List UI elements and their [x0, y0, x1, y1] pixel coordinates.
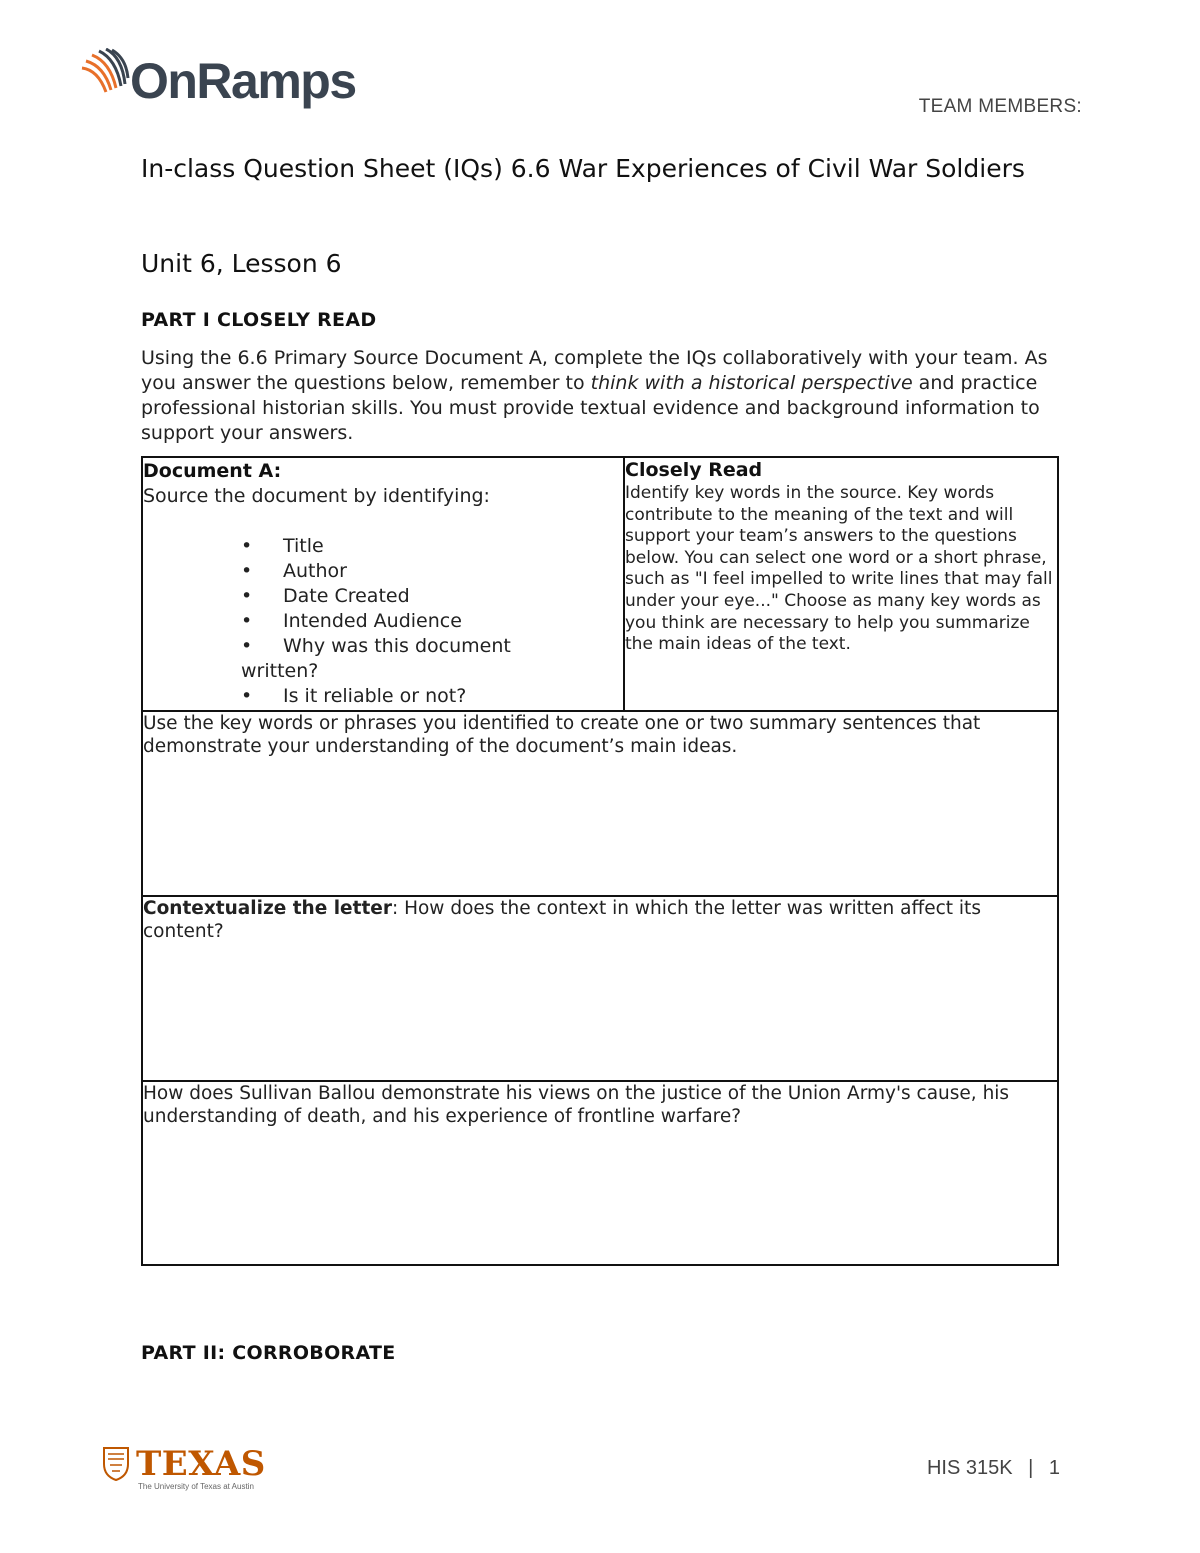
course-code: HIS 315K	[926, 1457, 1013, 1479]
table-row-ballou[interactable]	[143, 1080, 1057, 1264]
table-row-sourcing	[143, 458, 1057, 712]
list-item-continued: written?	[241, 660, 319, 682]
contextualize-label: Contextualize the letter	[143, 898, 392, 919]
table-row-contextualize[interactable]	[143, 895, 1057, 1082]
part2-heading: PART II: CORROBORATE	[141, 1342, 396, 1364]
onramps-logo	[76, 48, 366, 120]
list-item: • Date Created	[143, 584, 623, 609]
page-number: 1	[1048, 1457, 1060, 1479]
list-item: • Intended Audience	[143, 609, 623, 634]
ballou-prompt: How does Sullivan Ballou demonstrate his views on the justice of the Union Army's cause, his understanding of death, and his experience of frontline warfare?	[143, 1083, 1010, 1127]
texas-logo	[102, 1444, 266, 1494]
part1-heading: PART I CLOSELY READ	[141, 309, 377, 331]
closely-read-heading: Closely Read	[625, 459, 763, 481]
texas-wordmark: TEXAS	[136, 1444, 266, 1484]
page-title: In-class Question Sheet (IQs) 6.6 War Experiences of Civil War Soldiers	[141, 154, 1025, 183]
ut-austin-subtitle: The University of Texas at Austin	[138, 1482, 254, 1491]
page-footer	[927, 1457, 1060, 1480]
sourcing-list	[143, 534, 623, 709]
table-row-summary[interactable]	[143, 710, 1057, 897]
footer-separator: |	[1028, 1457, 1034, 1479]
closely-read-text: Identify key words in the source. Key words contribute to the meaning of the text and will support your team’s answers to the questions below. You can select one word or a short phrase, such as "I feel impelled to write lines that may fall under your eye..." Choose as many key words as you think are necessary to help you summarize the main ideas of the text.	[625, 483, 1053, 655]
ut-shield-icon	[102, 1446, 130, 1482]
question-table	[141, 456, 1059, 1266]
contextualize-question: : How does the context in which the letter was written affect its content?	[143, 898, 981, 942]
list-item: • Author	[143, 559, 623, 584]
onramps-wordmark: OnRamps	[130, 53, 356, 109]
team-members-label: TEAM MEMBERS:	[918, 96, 1082, 117]
intro-paragraph	[141, 346, 1061, 446]
intro-text-start: Using the 6.6 Primary Source Document A, complete the IQs collaboratively with your team. As you answer the questions below, remember to	[141, 347, 1048, 394]
document-a-prompt: Source the document by identifying:	[143, 485, 490, 507]
intro-text-end: and practice professional historian skills. You must provide textual evidence and background information to support your answers.	[141, 372, 1040, 444]
unit-lesson: Unit 6, Lesson 6	[141, 249, 342, 278]
intro-text-italic: think with a historical perspective	[590, 372, 913, 394]
list-item: • Why was this document	[143, 634, 623, 659]
summary-prompt: Use the key words or phrases you identified to create one or two summary sentences that demonstrate your understanding of the document’s main ideas.	[143, 713, 981, 757]
document-a-heading: Document A:	[143, 460, 282, 482]
list-item: • Title	[143, 534, 623, 559]
onramps-swoosh-icon	[76, 48, 132, 114]
closely-read-cell[interactable]	[625, 458, 1057, 710]
list-item: • Is it reliable or not?	[143, 684, 623, 709]
document-a-cell[interactable]	[143, 458, 625, 710]
contextualize-prompt	[143, 895, 1057, 943]
